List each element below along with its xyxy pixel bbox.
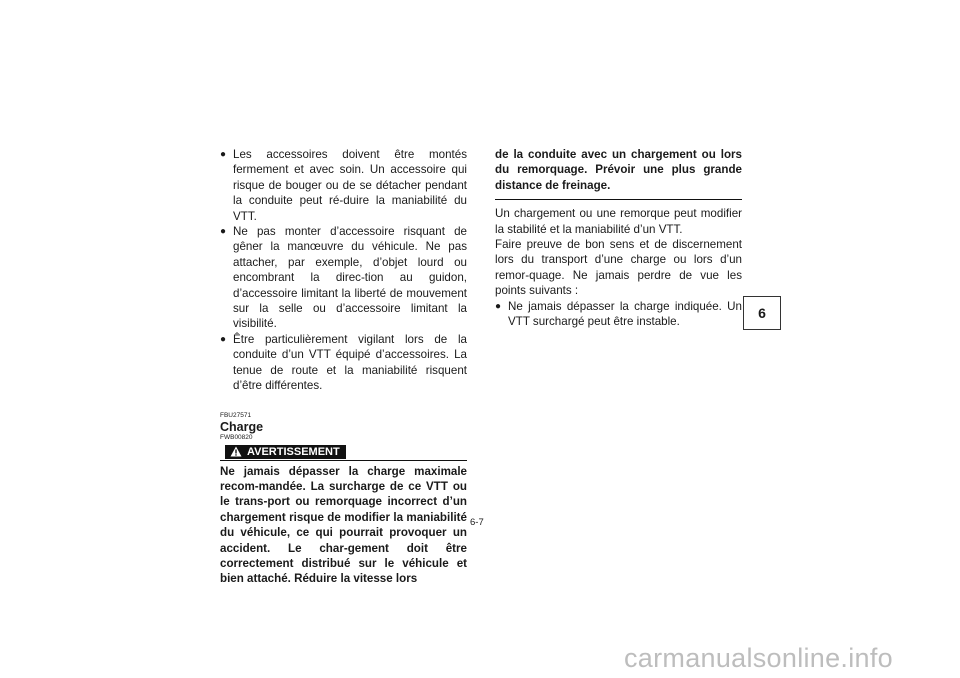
bullet-dot-icon: ● (220, 149, 227, 160)
warning-rule (220, 460, 467, 461)
bullet-text: Être particulièrement vigilant lors de la conduite d’un VTT équipé d’accessoires. La tenue de route et la maniabilité risquent d’être différentes. (233, 332, 467, 393)
warning-triangle-icon (230, 446, 242, 457)
warning-code: FWB00820 (220, 433, 253, 441)
warning-label: AVERTISSEMENT (247, 445, 340, 458)
warning-badge (225, 445, 346, 459)
bullet-dot-icon: ● (220, 226, 227, 238)
warning-text: Ne jamais dépasser la charge maximale recom-mandée. La surcharge de ce VTT ou le trans-port ou remorquage incorrect d’un chargement risque de modifier la maniabilité du véhicule, ce qui pourrait provoquer un accident. Le char-gement doit être correctement distribué sur le véhicule et bien attaché. Réduire la vitesse lors (220, 464, 467, 586)
watermark: carmanualsonline.info (624, 643, 893, 673)
right-column (495, 147, 742, 329)
bullet-dot-icon: ● (495, 300, 502, 312)
bullet-text: Ne jamais dépasser la charge indiquée. Un VTT surchargé peut être instable. (508, 299, 742, 329)
bullet-text: Ne pas monter d’accessoire risquant de gêner la manœuvre du véhicule. Ne pas attacher, par exemple, d’objet lourd ou encombrant la direc-tion au guidon, d’accessoire limitant la liberté de mouvement sur la selle ou d’accessoire limitant la visibilité. (233, 225, 467, 331)
bullet-item (220, 147, 467, 224)
section-code: FBU27571 (220, 411, 252, 419)
warning-end-rule (495, 199, 742, 200)
bullet-item (495, 299, 742, 330)
bullet-dot-icon: ● (220, 333, 227, 345)
bullet-item (220, 332, 467, 394)
warning-header (220, 445, 467, 460)
paragraph: Un chargement ou une remorque peut modifier la stabilité et la maniabilité d’un VTT. (495, 207, 742, 236)
warning-text-continued: de la conduite avec un chargement ou lors du remorquage. Prévoir une plus grande distance de freinage. (495, 148, 742, 192)
left-column (220, 147, 467, 587)
section-title: Charge (220, 419, 264, 434)
bullet-item (220, 224, 467, 332)
paragraph: Faire preuve de bon sens et de discernement lors du transport d’une charge ou lors d’un remor-quage. Ne jamais perdre de vue les points suivants : (495, 238, 742, 298)
page-number: 6-7 (470, 517, 484, 528)
bullet-text: Les accessoires doivent être montés fermement et avec soin. Un accessoire qui risque de bouger ou de se détacher pendant la conduite peut ré-duire la maniabilité du VTT. (233, 148, 467, 223)
chapter-tab: 6 (743, 296, 781, 330)
